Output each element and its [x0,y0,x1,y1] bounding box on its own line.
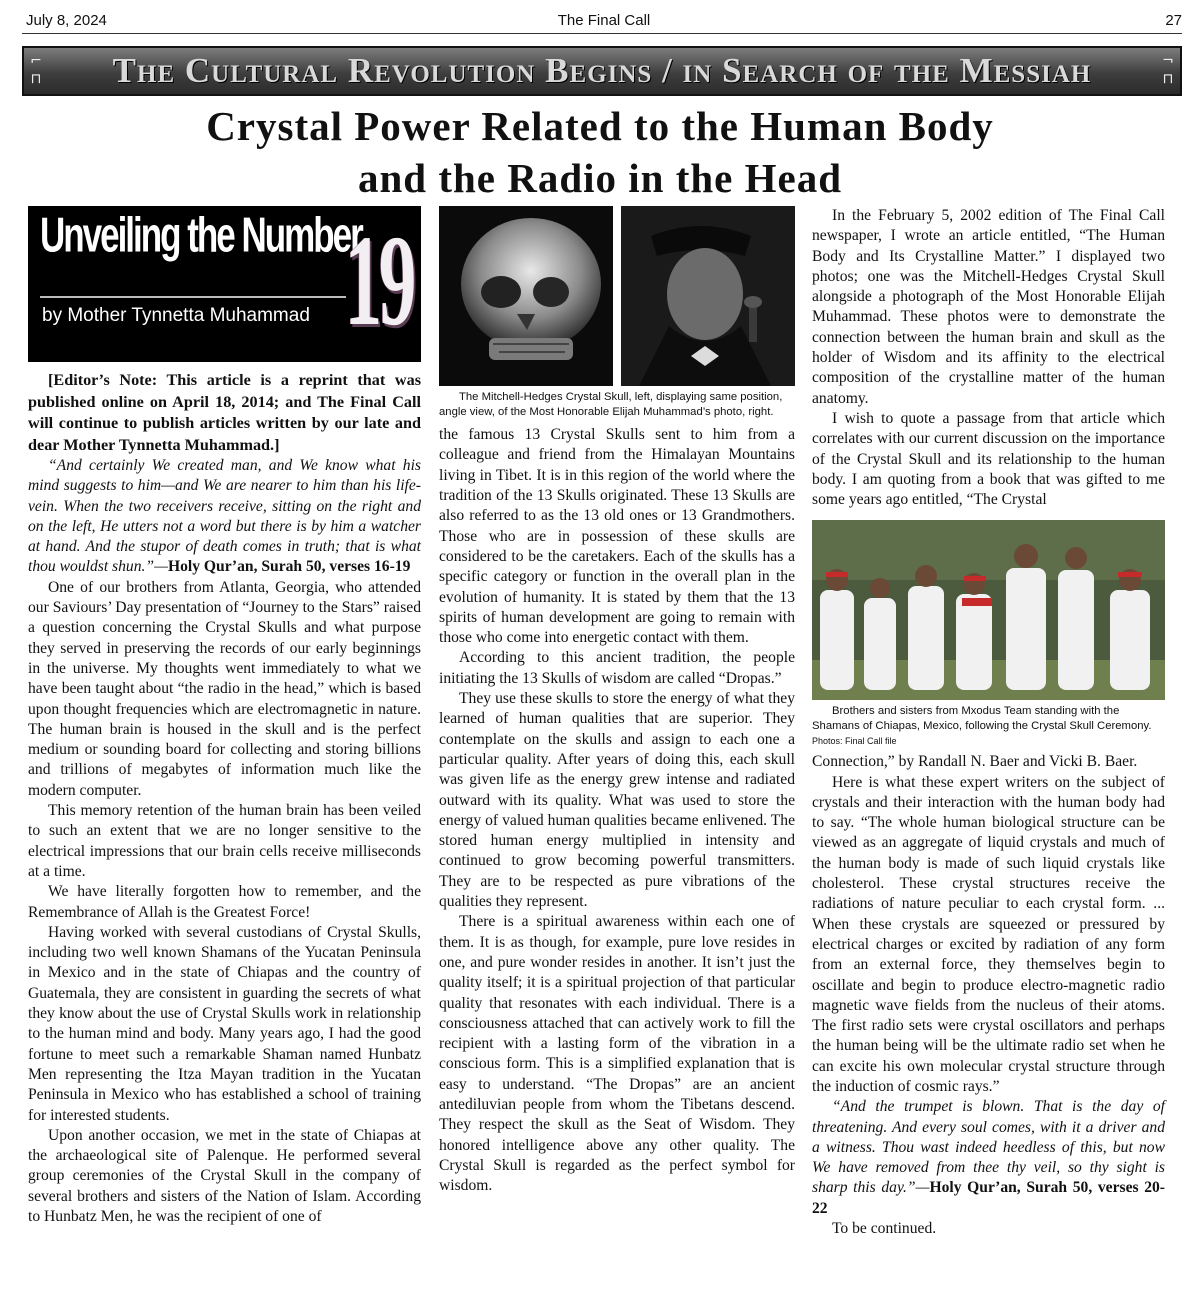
body-paragraph: Here is what these expert writers on the subject of crystals and their interaction with the human body had to say. “The whole human biological structure can be viewed as an aggregate of liquid crystals and much of the human body is made of such liquid crystals like cholesterol. These crystal structures receive the radiations of nature peculiar to each crystal form. ... When these crystals are squeezed or pressured by electrical charges or excited by radiation of any form from an external force, they themselves begin to oscillate and begin to produce electro-magnetic radio magnetic wave fields from the nucleus of their atoms. The first radio sets were crystal oscillators and perhaps the human being will be the ultimate radio set when he can excite his own molecular crystal structure through the induction of cosmic rays.” [812,773,1165,1095]
headline-line-1: Crystal Power Related to the Human Body [206,103,994,149]
scripture-quote-text: “And certainly We created man, and We know what his mind suggests to him—and We are nearer to him than his life-vein. When the two receivers receive, sitting on the right and on the left, He utters not a word but there is by him a watcher at hand. And the stupor of death comes in truth; that is what thou wouldst shun.”— [28,457,421,576]
article-headline [30,100,1170,204]
series-byline: by Mother Tynnetta Muhammad [42,305,310,326]
series-number: 19 [344,209,413,353]
series-title: Unveiling the Number [40,208,362,263]
body-paragraph: This memory retention of the human brain has been veiled to such an extent that we are no longer sensitive to the electrical impressions that our brain cells receive milliseconds at a time. [28,802,421,880]
photo-caption-text: Brothers and sisters from Mxodus Team standing with the Shamans of Chiapas, Mexico, following the Crystal Skull Ceremony. [812,705,1152,733]
body-paragraph: They use these skulls to store the energy of what they learned of human qualities that are superior. They contemplate on the skulls and assign to each one a particular quality. After years of doing this, each skull was given life as the energy grew intense and radiated outward with its quality. What was used to store the energy of valued human qualities became enlivened. The stored human energy multiplied in intensity and continued to grow becoming powerful transmitters. They are to be respected as pure vibrations of the qualities they represent. [439,690,795,911]
article-column-2 [439,206,795,1196]
group-photo [812,520,1165,700]
body-paragraph: I wish to quote a passage from that article which correlates with our current discussion on the importance of the Crystal Skull and its relationship to the human body. I am quoting from a book that was gifted to me some years ago entitled, “The Crystal [812,409,1165,509]
body-paragraph: There is a spiritual awareness within each one of them. It is as though, for example, pure love resides in one, and pure wonder resides in another. It isn’t just the quality itself; it is a spiritual projection of that particular quality that resonates with each individual. There is a consciousness attached that can actively work to fill the recipient with a lasting form of the vibration in a conscious form. This is a simplified explanation that is easy to understand. “The Dropas” are an ancient antediluvian people from whom the Tibetans descend. They respect the skull as the Seat of Wisdom. They honored intelligence above any other quality. The Crystal Skull is regarded as the perfect symbol for wisdom. [439,913,795,1195]
section-banner-text: The Cultural Revolution Begins / in Search of the Messiah [112,51,1092,90]
body-paragraph: Upon another occasion, we met in the state of Chiapas at the archaeological site of Palenque. He performed several group ceremonies of the Crystal Skull in the company of several brothers and sisters of the Nation of Islam. According to Hunbatz Men, he was the recipient of one of [28,1126,421,1225]
closing-line: To be continued. [832,1220,937,1238]
photo-credit: Photos: Final Call file [812,735,897,746]
folio-divider [22,33,1182,34]
page-folio [26,12,1182,34]
body-paragraph: We have literally forgotten how to remember, and the Remembrance of Allah is the Greatest Force! [28,883,421,921]
series-logo [28,206,421,362]
publication-name: The Final Call [557,12,651,29]
page-number: 27 [1165,12,1182,29]
ornament-icon: ⌐ ⊓ [30,53,42,87]
series-logo-rule [40,296,346,298]
photo-caption [812,704,1165,748]
article-column-3 [812,206,1165,1239]
body-paragraph: According to this ancient tradition, the people initiating the 13 Skulls of wisdom are called “Dropas.” [439,649,795,687]
body-paragraph: Connection,” by Randall N. Baer and Vicki B. Baer. [812,753,1138,771]
scripture-quote [812,1097,1165,1219]
body-paragraph: Having worked with several custodians of Crystal Skulls, including two well known Shamans of the Yucatan Peninsula in Mexico and in the state of Chiapas and the country of Guatemala, they are consistent in guarding the secrets of what they know about the use of Crystal Skulls work in relationship to the human mind and body. Many years ago, I had the good fortune to meet such a remarkable Shaman named Hunbatz Men representing the Itza Mayan tradition in the Yucatan Peninsula in Mexico who has established a school of training for interested students. [28,923,421,1124]
scripture-quote-text: “And the trumpet is blown. That is the day of threatening. And every soul comes, with it a driver and a witness. Thou wast indeed heedless of this, but now We have removed from thee thy veil, so thy sight is sharp this day.”— [812,1098,1165,1197]
photo-caption: The Mitchell-Hedges Crystal Skull, left, displaying same position, angle view, of the Most Honorable Elijah Muhammad’s photo, right. [439,391,783,418]
issue-date: July 8, 2024 [26,12,107,29]
portrait-photo [621,206,795,386]
editor-note: [Editor’s Note: This article is a reprint that was published online on April 18, 2014; and The Final Call will continue to publish articles written by our late and dear Mother Tynnetta Muhammad.] [28,371,421,454]
headline-line-2: and the Radio in the Head [357,155,843,201]
body-paragraph: the famous 13 Crystal Skulls sent to him from a colleague and friend from the Himalayan Mountains living in Tibet. It is in this region of the world where the tradition of the 13 Skulls originated. These 13 Skulls are also referred to as the 13 old ones or 13 Grandmothers. Those who are in possession of these skulls are considered to be the caretakers. Each of the skulls has a specific category or function in the overall plan in the evolution of humanity. It is stated by them that the 13 spirits of human development are going to remain with those who come into energetic contact with them. [439,426,795,647]
body-paragraph: In the February 5, 2002 edition of The Final Call newspaper, I wrote an article entitled, “The Human Body and Its Crystalline Matter.” I displayed two photos; one was the Mitchell-Hedges Crystal Skull alongside a photograph of the Most Honorable Elijah Muhammad. These photos were to demonstrate the connection between the human brain and skull as the holder of Wisdom and its affinity to the electrical composition of the crystalline matter of the human anatomy. [812,207,1165,407]
scripture-quote [28,456,421,578]
ornament-icon: ¬ ⊓ [1162,53,1174,87]
photo-pair [439,206,795,386]
section-banner [22,46,1182,96]
crystal-skull-photo [439,206,613,386]
scripture-citation: Holy Qur’an, Surah 50, verses 20-22 [812,1179,1165,1217]
article-column-1 [28,206,421,1227]
body-paragraph: One of our brothers from Atlanta, Georgia, who attended our Saviours’ Day presentation of “Journey to the Stars” raised a question concerning the Crystal Skulls and what purpose they served in preserving the records of our early beginnings in the universe. My thoughts went immediately to what we have been taught about “the radio in the head,” which is based upon thought frequencies which are electromagnetic in nature. The human brain is housed in the skull and is the perfect medium or sounding board for collecting and storing billions and trillions of megabytes of information much like the modern computer. [28,578,421,799]
scripture-citation: Holy Qur’an, Surah 50, verses 16-19 [167,558,411,576]
